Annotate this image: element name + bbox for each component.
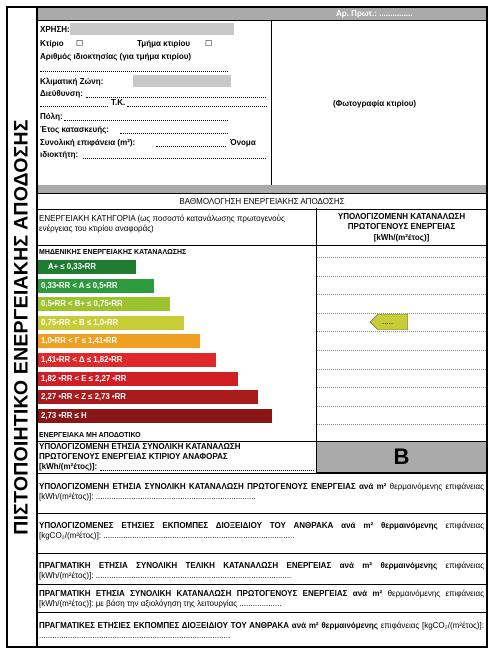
paragraph-3-bold: ΠΡΑΓΜΑΤΙΚΗ ΕΤΗΣΙΑ ΣΥΝΟΛΙΚΗ ΤΕΛΙΚΗ ΚΑΤΑΝΑΛΩΣΗ ΕΝΕΡΓΕΙΑΣ ανά m² θερμαινόμενης	[39, 561, 438, 570]
zero-consumption-label: ΜΗΔΕΝΙΚΗΣ ΕΝΕΡΓΕΙΑΚΗΣ ΚΑΤΑΝΑΛΩΣΗΣ	[39, 249, 187, 256]
tk-label: Τ.Κ.	[111, 98, 126, 107]
address-label: Διεύθυνση:	[40, 89, 83, 98]
energy-class-bar-1: A+ ≤ 0,33•RR	[38, 260, 136, 274]
city-field[interactable]	[64, 120, 228, 121]
paragraph-4	[39, 589, 484, 609]
climate-zone-field[interactable]	[133, 75, 231, 87]
energy-class-bar-9: 2,73 •RR ≤ H	[38, 409, 272, 423]
energy-class-bar-2: 0,33•RR < A ≤ 0,5•RR	[38, 279, 154, 293]
arrow-value: .....	[382, 317, 394, 326]
header-section	[38, 20, 486, 186]
consumption-row-line	[317, 294, 486, 295]
energy-class-bar-6: 1,41•RR < Δ ≤ 1,82•RR	[38, 353, 216, 367]
paragraph-1-bold: ΥΠΟΛΟΓΙΖΟΜΕΝΗ ΕΤΗΣΙΑ ΣΥΝΟΛΙΚΗ ΚΑΤΑΝΑΛΩΣΗ ΠΡΩΤΟΓΕΝΟΥΣ ΕΝΕΡΓΕΙΑΣ ανά m²	[39, 482, 387, 491]
use-field[interactable]	[70, 23, 234, 35]
paragraph-2-rest: επιφάνειας [kgCO₂/(m²έτος)]: ......................................................................................	[39, 521, 485, 540]
building-label: Κτίριο	[40, 39, 64, 48]
name-label: Όνομα	[230, 138, 256, 147]
cert-number-bar	[38, 8, 486, 20]
rating-section-title: ΒΑΘΜΟΛΟΓΗΣΗ ΕΝΕΡΓΕΙΑΚΗΣ ΑΠΟΔΟΣΗΣ	[38, 193, 486, 210]
paragraph-3	[39, 561, 484, 581]
area-field[interactable]	[156, 146, 226, 147]
use-label: ΧΡΗΣΗ:	[40, 25, 70, 34]
rating-column-divider	[316, 208, 317, 473]
energy-class-bar-8: 2,27 •RR < Z ≤ 2,73 •RR	[38, 390, 258, 404]
photo-label: (Φωτογραφία κτιρίου)	[333, 99, 417, 108]
consumption-row-line	[317, 331, 486, 332]
year-field[interactable]	[120, 133, 228, 134]
year-label: Έτος κατασκευής:	[40, 125, 109, 134]
climate-zone-label: Κλιματική Ζώνη:	[40, 77, 104, 86]
inefficient-label: ΕΝΕΡΓΕΙΑΚΑ ΜΗ ΑΠΟΔΟΤΙΚΟ	[39, 432, 141, 439]
building-part-checkbox[interactable]: ☐	[205, 39, 213, 48]
consumption-row-line	[317, 257, 486, 258]
cert-number: Αρ. Πρωτ.: ...............	[336, 9, 413, 18]
paragraph-5-rest: επιφάνειας [kgCO₂/(m²έτος)]: ......................................................................................	[39, 621, 484, 640]
owner-number-label: Αριθμός ιδιοκτησίας (για τμήμα κτιρίου)	[40, 52, 192, 61]
building-checkbox[interactable]: ☐	[76, 39, 84, 48]
area-label: Συνολική επιφάνεια (m²):	[40, 138, 136, 147]
paragraph-2	[39, 521, 484, 541]
address-field-2[interactable]	[40, 106, 108, 107]
energy-class-bar-5: 1,0•RR < Γ ≤ 1,41•RR	[38, 334, 200, 348]
reference-field[interactable]	[100, 470, 314, 471]
city-label: Πόλη:	[40, 112, 63, 121]
consumption-header-1: ΥΠΟΛΟΓΙΖΟΜΕΝΗ ΚΑΤΑΝΑΛΩΣΗ	[337, 212, 466, 221]
energy-class-bar-7: 1,82 •RR < E ≤ 2,27 •RR	[38, 372, 238, 386]
divider-4	[38, 584, 486, 585]
building-part-label: Τμήμα κτιρίου	[137, 39, 191, 48]
paragraph-4-bold: ΠΡΑΓΜΑΤΙΚΗ ΕΤΗΣΙΑ ΣΥΝΟΛΙΚΗ ΚΑΤΑΝΑΛΩΣΗ ΠΡΩΤΟΓΕΝΟΥΣ ΕΝΕΡΓΕΙΑΣ ανά m²	[39, 589, 383, 598]
owner-number-field[interactable]	[40, 71, 228, 72]
consumption-row-line	[317, 424, 486, 425]
paragraph-5	[39, 621, 484, 641]
reference-label-1: ΥΠΟΛΟΓΙΖΟΜΕΝΗ ΕΤΗΣΙΑ ΣΥΝΟΛΙΚΗ ΚΑΤΑΝΑΛΩΣΗ	[39, 442, 241, 451]
side-title: ΠΙΣΤΟΠΟΙΗΤΙΚΟ ΕΝΕΡΓΕΙΑΚΗΣ ΑΠΟΔΟΣΗΣ	[10, 119, 33, 535]
consumption-unit: [kWh/(m²έτος)]	[373, 233, 430, 242]
rating-header-divider	[38, 245, 486, 246]
owner-field[interactable]	[83, 158, 266, 159]
header-divider	[271, 20, 272, 185]
reference-unit: [kWh/(m²έτος)]:	[39, 462, 98, 471]
energy-class-bar-3: 0,5•RR < B+ ≤ 0,75•RR	[38, 297, 170, 311]
consumption-header-2: ΠΡΩΤΟΓΕΝΟΥΣ ΕΝΕΡΓΕΙΑΣ	[347, 222, 456, 231]
consumption-row-line	[317, 387, 486, 388]
section-band	[38, 185, 486, 193]
paragraph-1	[39, 482, 484, 502]
consumption-row-line	[317, 276, 486, 277]
category-header: ΕΝΕΡΓΕΙΑΚΗ ΚΑΤΗΓΟΡΙΑ (ως ποσοστό κατανάλωσης πρωτογενούς ενέργειας του κτιρίου αναφοράς)	[39, 214, 285, 233]
tk-field[interactable]	[127, 106, 267, 107]
divider-3	[38, 553, 486, 554]
consumption-row-line	[317, 350, 486, 351]
divider-2	[38, 513, 486, 514]
paragraph-1-rest: θερμαινόμενης επιφάνειας [kWh/(m²έτος)]: ........................................................................	[39, 482, 484, 501]
paragraph-2-bold: ΥΠΟΛΟΓΙΖΟΜΕΝΕΣ ΕΤΗΣΙΕΣ ΕΚΠΟΜΠΕΣ ΔΙΟΞΕΙΔΙΟΥ ΤΟΥ ΑΝΘΡΑΚΑ ανά m² θερμαινόμενης	[39, 521, 438, 530]
divider-5	[38, 612, 486, 613]
consumption-row-line	[317, 369, 486, 370]
divider-1	[38, 473, 486, 474]
paragraph-5-bold: ΠΡΑΓΜΑΤΙΚΕΣ ΕΤΗΣΙΕΣ ΕΚΠΟΜΠΕΣ ΔΙΟΞΕΙΔΙΟΥ ΤΟΥ ΑΝΘΡΑΚΑ ανά m² θερμαινόμενης	[39, 621, 378, 630]
reference-class: B	[393, 444, 410, 469]
paragraph-3-rest: επιφάνειας [kWh/(m²έτος)]: ........................................................................................	[39, 561, 484, 580]
paragraph-4-rest: θερμαινόμενης επιφάνειας [kWh/(m²έτος)]: με βάση την αξιολόγηση της λειτουργίας ...................	[39, 589, 484, 608]
owner-label: ιδιοκτήτη:	[40, 150, 79, 159]
reference-label-2: ΠΡΩΤΟΓΕΝΟΥΣ ΕΝΕΡΓΕΙΑΣ ΚΤΙΡΙΟΥ ΑΝΑΦΟΡΑΣ	[39, 452, 228, 461]
energy-class-bar-4: 0,75•RR < B ≤ 1,0•RR	[38, 316, 184, 330]
consumption-row-line	[317, 406, 486, 407]
